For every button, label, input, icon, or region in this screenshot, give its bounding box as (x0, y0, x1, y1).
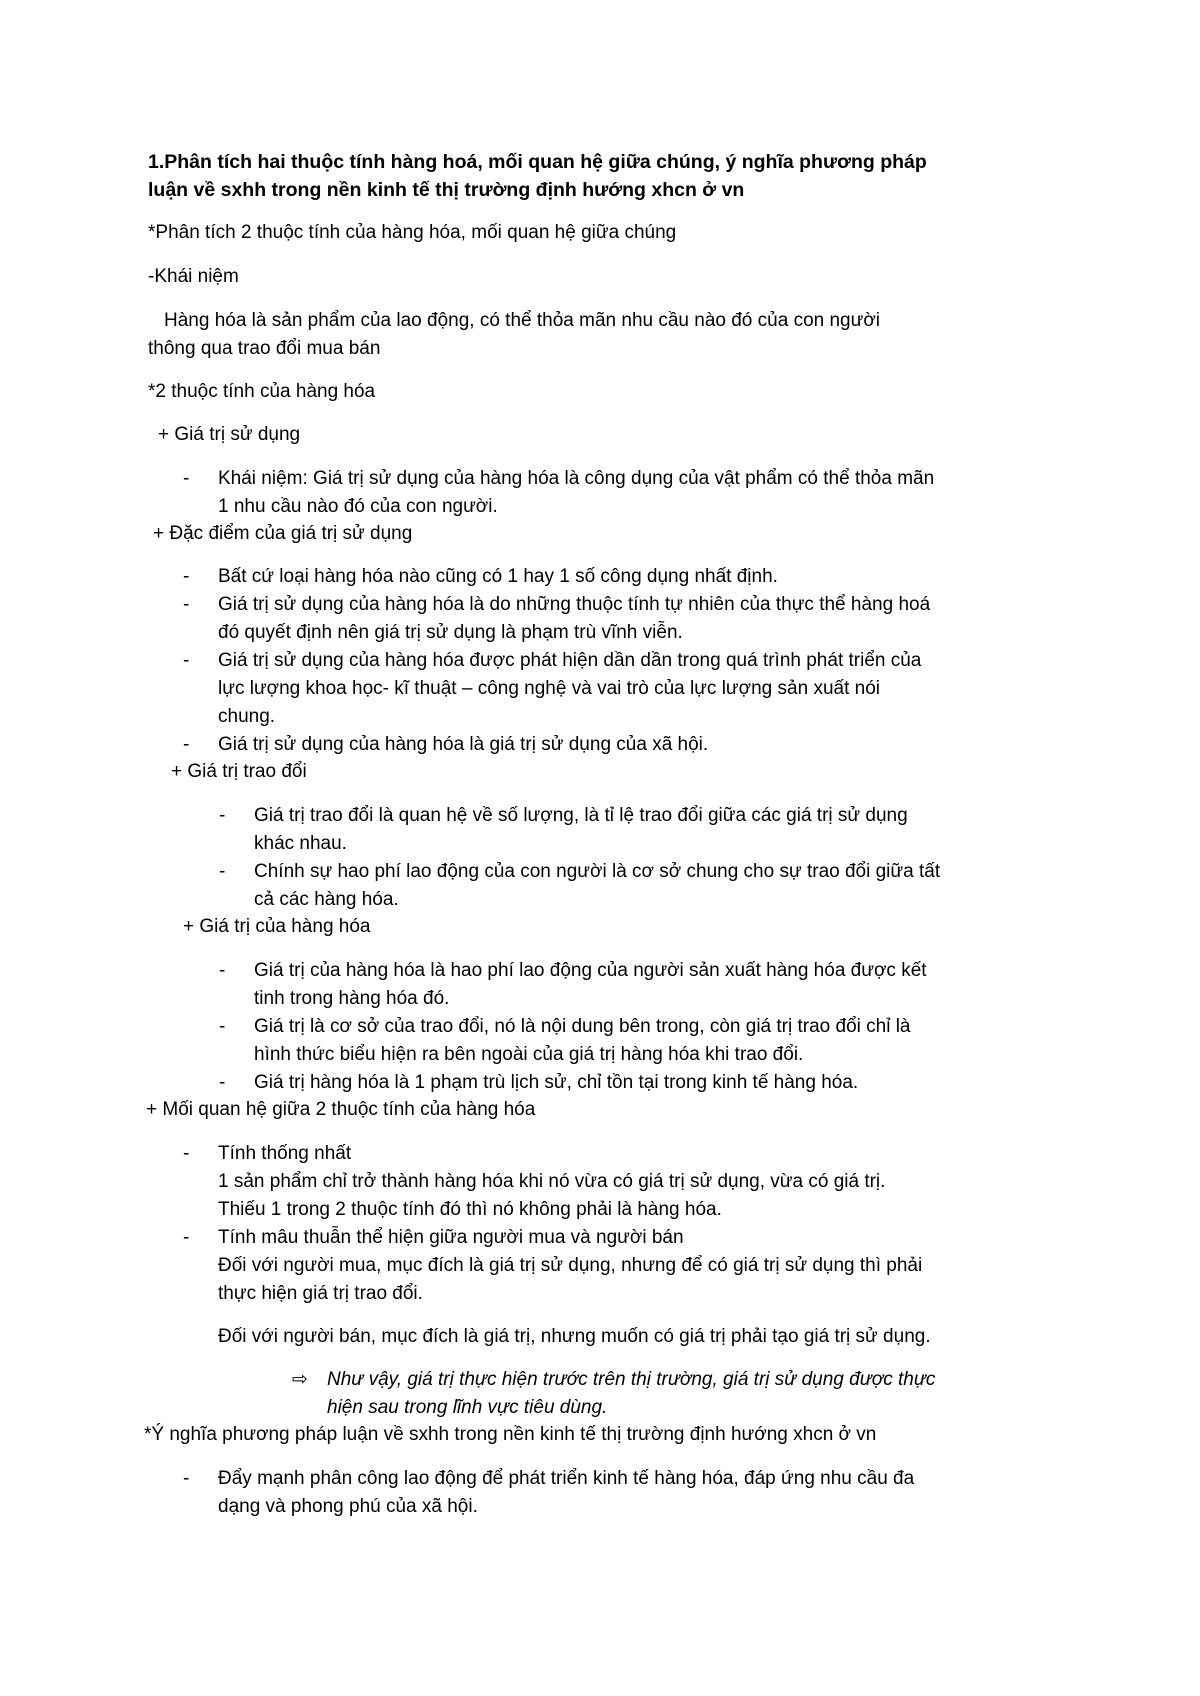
document-title-line-1: 1.Phân tích hai thuộc tính hàng hoá, mối quan hệ giữa chúng, ý nghĩa phương pháp (148, 151, 927, 173)
use-value-concept-line-1: Khái niệm: Giá trị sử dụng của hàng hóa là công dụng của vật phẩm có thể thỏa mãn (218, 468, 935, 489)
bullet-dash: - (183, 468, 190, 489)
exchange-item-1-line-1: Giá trị trao đổi là quan hệ về số lượng, là tỉ lệ trao đổi giữa các giá trị sử dụng (254, 805, 908, 826)
use-value-heading: + Giá trị sử dụng (158, 424, 301, 445)
feature-item-3-line-2: lực lượng khoa học- kĩ thuật – công nghệ và vai trò của lực lượng sản xuất nói (218, 678, 880, 699)
attributes-heading: *2 thuộc tính của hàng hóa (148, 381, 376, 402)
bullet-dash: - (219, 861, 226, 882)
bullet-dash: - (183, 1143, 190, 1164)
meaning-item-1-line-1: Đẩy mạnh phân công lao động để phát triển kinh tế hàng hóa, đáp ứng nhu cầu đa (218, 1468, 915, 1489)
feature-item-2-line-2: đó quyết định nên giá trị sử dụng là phạm trù vĩnh viễn. (218, 622, 683, 643)
bullet-dash: - (219, 1072, 226, 1093)
feature-item-3-line-1: Giá trị sử dụng của hàng hóa được phát hiện dần dần trong quá trình phát triển của (218, 650, 922, 671)
bullet-dash: - (183, 566, 190, 587)
concept-label: -Khái niệm (148, 266, 239, 287)
contradiction-buyer-line-2: thực hiện giá trị trao đổi. (218, 1283, 423, 1304)
exchange-item-2-line-2: cả các hàng hóa. (254, 889, 399, 910)
bullet-dash: - (183, 1227, 190, 1248)
bullet-dash: - (219, 960, 226, 981)
contradiction-buyer-line-1: Đối với người mua, mục đích là giá trị sử dụng, nhưng để có giá trị sử dụng thì phải (218, 1255, 923, 1276)
value-heading: + Giá trị của hàng hóa (183, 916, 371, 937)
feature-item-4-line-1: Giá trị sử dụng của hàng hóa là giá trị sử dụng của xã hội. (218, 734, 709, 755)
feature-item-2-line-1: Giá trị sử dụng của hàng hóa là do những thuộc tính tự nhiên của thực thể hàng hoá (218, 594, 931, 615)
value-item-2-line-2: hình thức biểu hiện ra bên ngoài của giá trị hàng hóa khi trao đổi. (254, 1044, 804, 1065)
exchange-item-1-line-2: khác nhau. (254, 833, 347, 854)
value-item-2-line-1: Giá trị là cơ sở của trao đổi, nó là nội dung bên trong, còn giá trị trao đổi chỉ là (254, 1016, 911, 1037)
section-heading-analysis: *Phân tích 2 thuộc tính của hàng hóa, mối quan hệ giữa chúng (148, 222, 677, 243)
meaning-item-1-line-2: dạng và phong phú của xã hội. (218, 1496, 478, 1517)
contradiction-title: Tính mâu thuẫn thể hiện giữa người mua và người bán (218, 1227, 684, 1248)
document-title-line-2: luận về sxhh trong nền kinh tế thị trường định hướng xhcn ở vn (148, 179, 745, 201)
bullet-dash: - (183, 594, 190, 615)
conclusion-line-2: hiện sau trong lĩnh vực tiêu dùng. (327, 1397, 608, 1418)
exchange-value-heading: + Giá trị trao đổi (171, 761, 307, 782)
bullet-dash: - (219, 1016, 226, 1037)
unity-line-1: 1 sản phẩm chỉ trở thành hàng hóa khi nó vừa có giá trị sử dụng, vừa có giá trị. (218, 1171, 886, 1192)
value-item-3-line-1: Giá trị hàng hóa là 1 phạm trù lịch sử, chỉ tồn tại trong kinh tế hàng hóa. (254, 1072, 859, 1093)
value-item-1-line-2: tinh trong hàng hóa đó. (254, 988, 450, 1009)
definition-line-1: Hàng hóa là sản phẩm của lao động, có thể thỏa mãn nhu cầu nào đó của con người (164, 310, 881, 331)
right-arrow-icon: ⇨ (292, 1369, 308, 1390)
section-heading-meaning: *Ý nghĩa phương pháp luận về sxhh trong nền kinh tế thị trường định hướng xhcn ở vn (144, 1424, 877, 1445)
exchange-item-2-line-1: Chính sự hao phí lao động của con người là cơ sở chung cho sự trao đổi giữa tất (254, 861, 941, 882)
relation-heading: + Mối quan hệ giữa 2 thuộc tính của hàng hóa (146, 1099, 536, 1120)
bullet-dash: - (183, 1468, 190, 1489)
contradiction-seller-line: Đối với người bán, mục đích là giá trị, nhưng muốn có giá trị phải tạo giá trị sử dụng. (218, 1326, 931, 1347)
bullet-dash: - (183, 650, 190, 671)
feature-item-1-line-1: Bất cứ loại hàng hóa nào cũng có 1 hay 1 số công dụng nhất định. (218, 566, 778, 587)
definition-line-2: thông qua trao đổi mua bán (148, 338, 381, 359)
unity-title: Tính thống nhất (218, 1143, 352, 1164)
use-value-features-heading: + Đặc điểm của giá trị sử dụng (153, 523, 413, 544)
bullet-dash: - (219, 805, 226, 826)
unity-line-2: Thiếu 1 trong 2 thuộc tính đó thì nó không phải là hàng hóa. (218, 1199, 722, 1220)
feature-item-3-line-3: chung. (218, 706, 276, 727)
conclusion-line-1: Như vậy, giá trị thực hiện trước trên thị trường, giá trị sử dụng được thực (327, 1369, 936, 1390)
use-value-concept-line-2: 1 nhu cầu nào đó của con người. (218, 496, 498, 517)
value-item-1-line-1: Giá trị của hàng hóa là hao phí lao động của người sản xuất hàng hóa được kết (254, 960, 927, 981)
bullet-dash: - (183, 734, 190, 755)
